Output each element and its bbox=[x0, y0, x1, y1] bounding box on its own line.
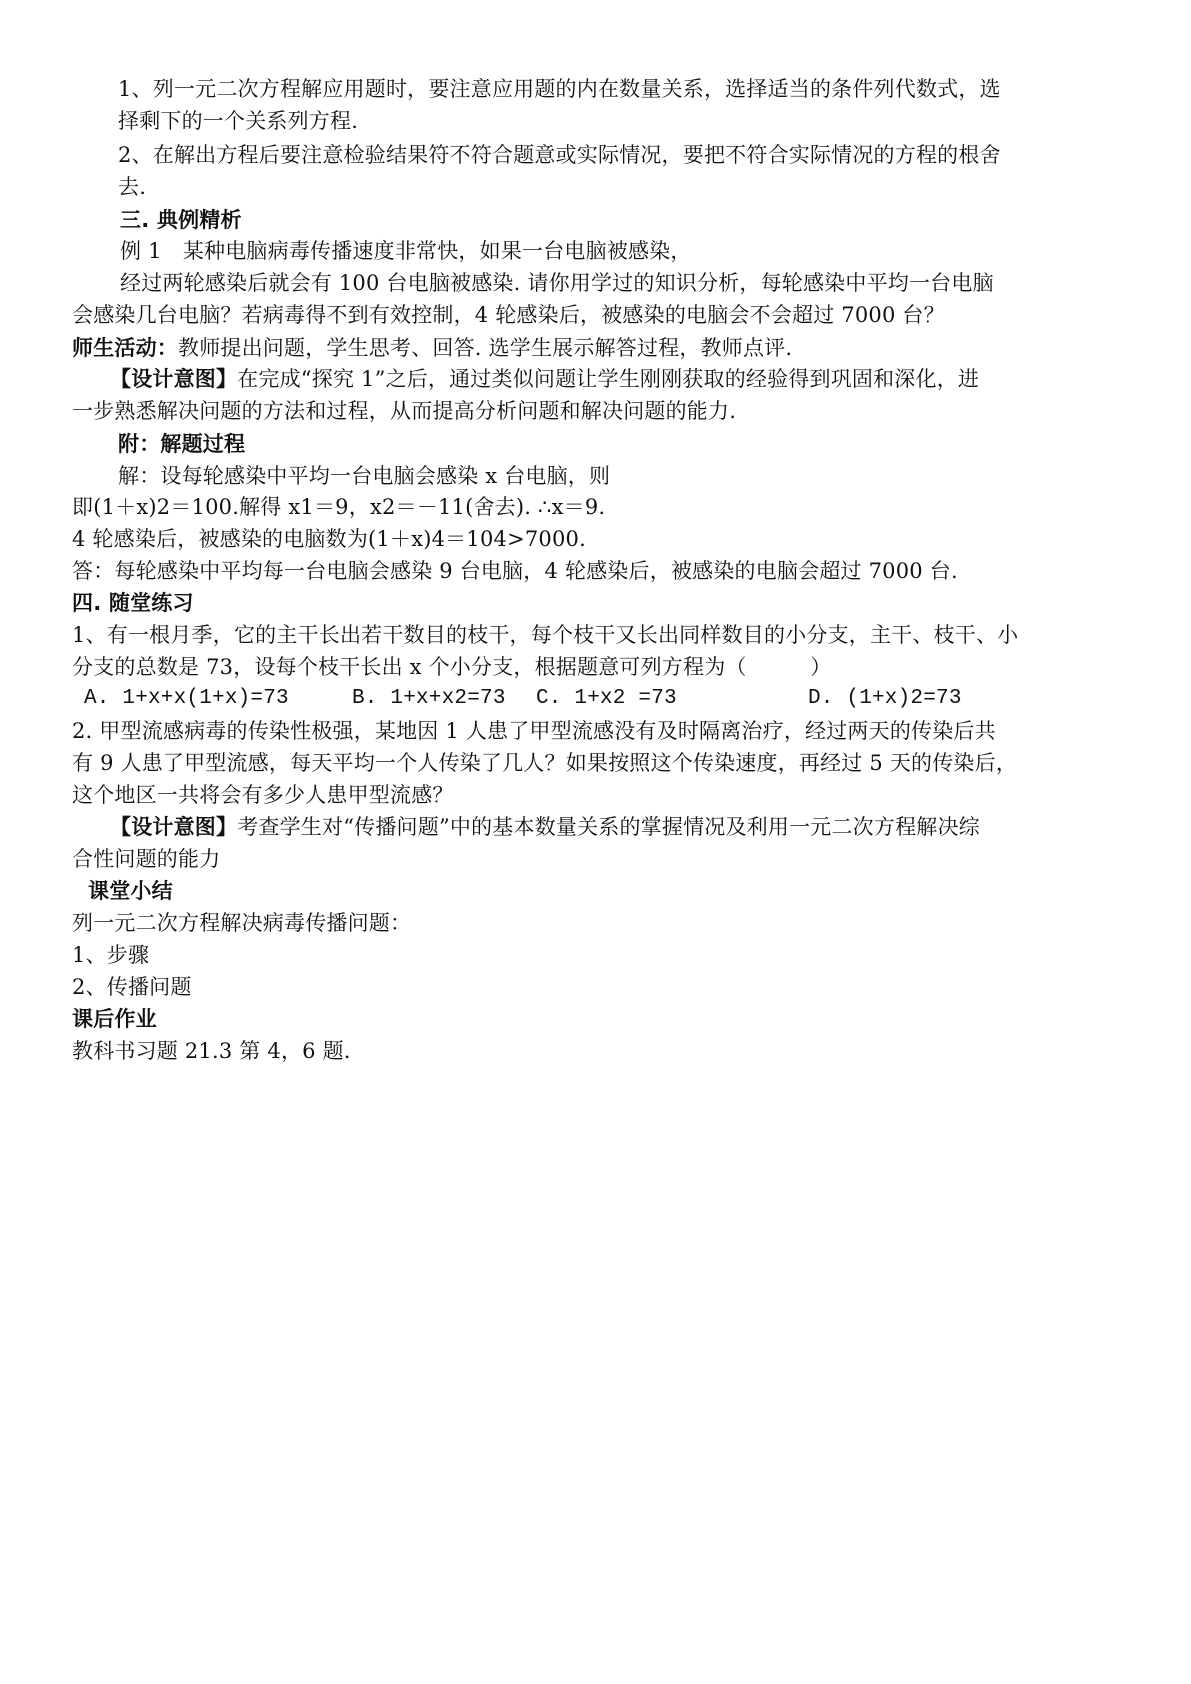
note-2-line-1: 2、在解出方程后要注意检验结果符不符合题意或实际情况，要把不符合实际情况的方程的根舍 bbox=[118, 143, 1001, 167]
choice-d: D. (1+x)2=73 bbox=[808, 687, 962, 710]
activity-text: 教师提出问题，学生思考、回答. 选学生展示解答过程，教师点评. bbox=[178, 336, 793, 360]
section-3-title: 三. 典例精析 bbox=[120, 208, 242, 232]
choice-c: C. 1+x2 =73 bbox=[536, 687, 677, 710]
example-1-line-2: 经过两轮感染后就会有 100 台电脑被感染. 请你用学过的知识分析，每轮感染中平均一台电脑 bbox=[120, 271, 994, 295]
question-1-line-2: 分支的总数是 73，设每个枝干长出 x 个小分支，根据题意可列方程为（ ） bbox=[72, 655, 832, 679]
note-1-line-2: 择剩下的一个关系列方程. bbox=[118, 109, 359, 133]
solution-line-3: 4 轮感染后，被感染的电脑数为(1＋x)4＝104>7000. bbox=[72, 527, 586, 551]
solution-line-2: 即(1＋x)2＝100.解得 x1＝9，x2＝－11(舍去). ∴x＝9. bbox=[72, 495, 606, 519]
choice-a: A. 1+x+x(1+x)=73 bbox=[84, 687, 289, 710]
example-1-line-3: 会感染几台电脑？若病毒得不到有效控制，4 轮感染后，被感染的电脑会不会超过 7000 台？ bbox=[72, 303, 945, 327]
choice-b: B. 1+x+x2=73 bbox=[352, 687, 506, 710]
homework-text: 教科书习题 21.3 第 4，6 题. bbox=[72, 1039, 351, 1063]
design-intent-text: 在完成“探究 1”之后，通过类似问题让学生刚刚获取的经验得到巩固和深化，进 bbox=[237, 367, 980, 391]
teacher-student-activity bbox=[72, 335, 792, 361]
summary-item-1: 1、步骤 bbox=[72, 943, 150, 967]
appendix-title: 附：解题过程 bbox=[118, 432, 246, 456]
summary-intro: 列一元二次方程解决病毒传播问题： bbox=[72, 911, 412, 935]
solution-line-1: 解：设每轮感染中平均一台电脑会感染 x 台电脑，则 bbox=[118, 464, 611, 488]
question-2-line-1: 2. 甲型流感病毒的传染性极强，某地因 1 人患了甲型流感没有及时隔离治疗，经过两天的传染后共 bbox=[72, 719, 996, 743]
section-4-title: 四. 随堂练习 bbox=[72, 591, 194, 615]
design-intent-1-line-2: 一步熟悉解决问题的方法和过程，从而提高分析问题和解决问题的能力. bbox=[72, 399, 737, 423]
solution-answer: 答：每轮感染中平均每一台电脑会感染 9 台电脑，4 轮感染后，被感染的电脑会超过 7000 台. bbox=[72, 559, 958, 583]
design-intent-2-label: 【设计意图】 bbox=[110, 815, 238, 839]
note-2-line-2: 去. bbox=[118, 175, 147, 199]
question-1-choices bbox=[84, 686, 984, 712]
question-2-line-2: 有 9 人患了甲型流感，每天平均一个人传染了几人？如果按照这个传染速度，再经过 5 天的传染后， bbox=[72, 751, 1018, 775]
design-intent-1-line-1 bbox=[110, 366, 979, 392]
design-intent-2-line-2: 合性问题的能力 bbox=[72, 847, 221, 871]
example-1-line-1: 例 1 某种电脑病毒传播速度非常快，如果一台电脑被感染， bbox=[120, 239, 692, 263]
design-intent-2-text: 考查学生对“传播问题”中的基本数量关系的掌握情况及利用一元二次方程解决综 bbox=[237, 815, 980, 839]
design-intent-2-line-1 bbox=[110, 814, 980, 840]
activity-label: 师生活动： bbox=[72, 336, 178, 360]
question-2-line-3: 这个地区一共将会有多少人患甲型流感？ bbox=[72, 783, 454, 807]
note-1-line-1: 1、列一元二次方程解应用题时，要注意应用题的内在数量关系，选择适当的条件列代数式，选 bbox=[118, 77, 1001, 101]
design-intent-label: 【设计意图】 bbox=[110, 367, 238, 391]
homework-title: 课后作业 bbox=[72, 1007, 157, 1031]
question-1-line-1: 1、有一根月季，它的主干长出若干数目的枝干，每个枝干又长出同样数目的小分支，主干、枝干、小 bbox=[72, 623, 1019, 647]
summary-item-2: 2、传播问题 bbox=[72, 975, 192, 999]
summary-title: 课堂小结 bbox=[88, 879, 173, 903]
